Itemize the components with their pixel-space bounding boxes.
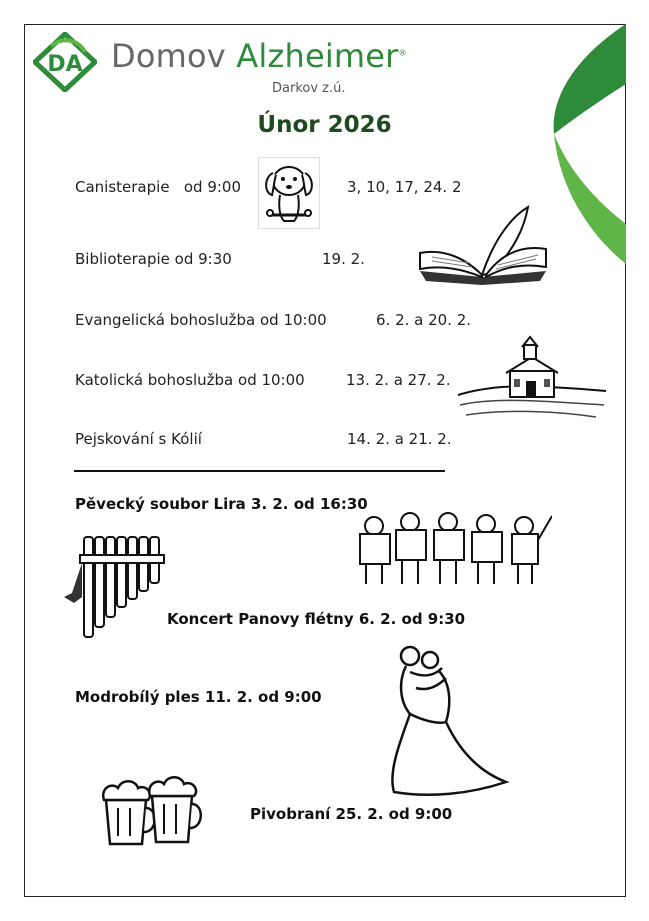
church-icon: [456, 335, 608, 421]
event-text: Modrobílý ples 11. 2. od 9:00: [75, 688, 322, 706]
activity-dates: 13. 2. a 27. 2.: [346, 371, 451, 389]
activity-name: Evangelická bohoslužba od 10:00: [75, 311, 327, 329]
page-frame: [24, 24, 626, 897]
book-icon: [412, 205, 554, 285]
activity-name: Katolická bohoslužba od 10:00: [75, 371, 305, 389]
svg-text:DA: DA: [47, 52, 83, 77]
brand-subtitle: Darkov z.ú.: [272, 81, 346, 96]
choir-icon: [356, 510, 552, 588]
event-text: Koncert Panovy flétny 6. 2. od 9:30: [167, 610, 466, 628]
beer-mugs-icon: [96, 772, 206, 852]
activity-name: Pejskování s Kólií: [75, 430, 202, 448]
logo-mark-icon: [33, 32, 97, 92]
pan-flute-icon: [60, 533, 166, 639]
activity-dates: 14. 2. a 21. 2.: [347, 430, 452, 448]
section-divider: [74, 470, 445, 472]
dog-icon: [258, 157, 320, 229]
activity-dates: 6. 2. a 20. 2.: [376, 311, 472, 329]
event-text: Pivobraní 25. 2. od 9:00: [250, 805, 453, 823]
activity-dates: 3, 10, 17, 24. 2: [347, 178, 462, 196]
activity-dates: 19. 2.: [322, 250, 365, 268]
brand-name: [111, 37, 407, 75]
brand-part-1: Domov: [111, 37, 226, 75]
dancers-icon: [380, 642, 510, 798]
activity-name: Biblioterapie od 9:30: [75, 250, 232, 268]
page-title: Únor 2026: [257, 112, 392, 138]
brand-part-2: Alzheimer: [236, 37, 399, 75]
event-text: Pěvecký soubor Lira 3. 2. od 16:30: [75, 495, 368, 513]
activity-name: Canisterapie od 9:00: [75, 178, 242, 196]
registered-mark: ®: [398, 48, 407, 58]
